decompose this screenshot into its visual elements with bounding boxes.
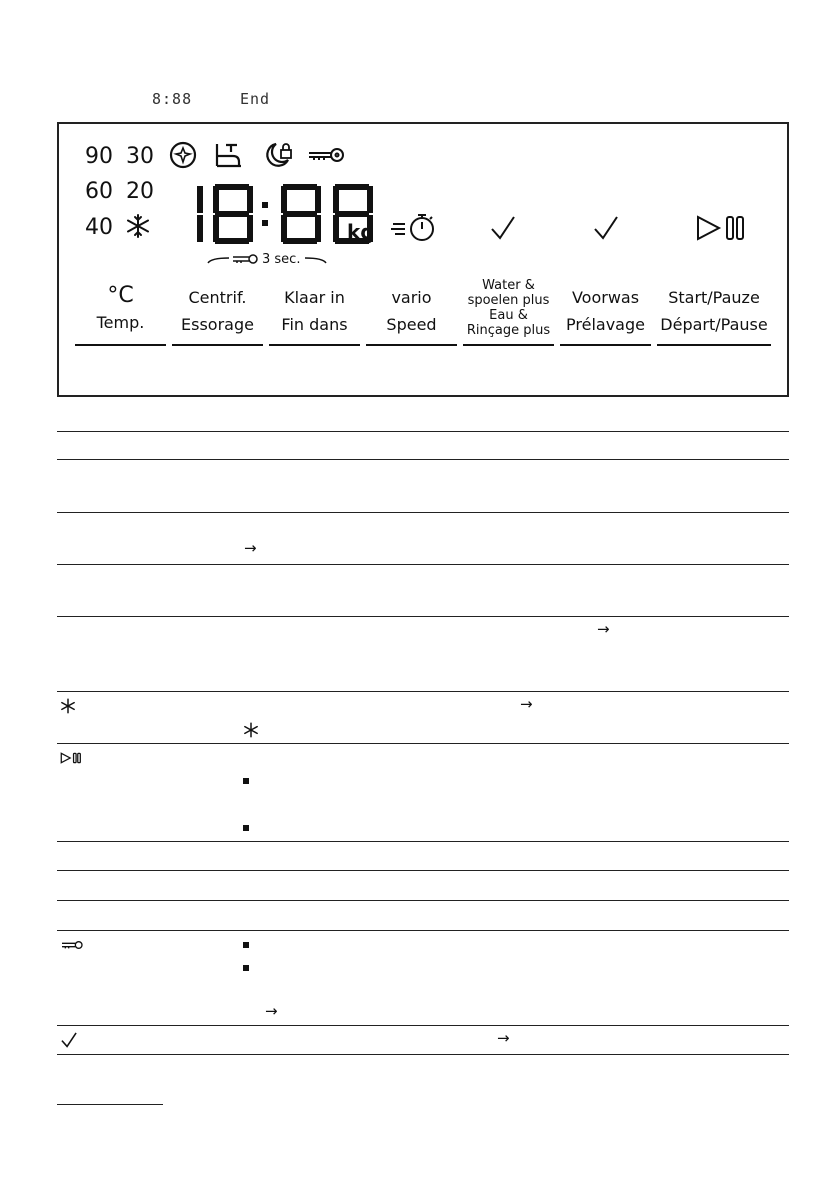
ready-in-label-fr: Fin dans [281, 315, 348, 334]
table-line [57, 431, 789, 432]
water-label-4: Rinçage plus [466, 323, 551, 338]
tap-icon [213, 140, 245, 170]
ready-in-label-nl: Klaar in [284, 288, 345, 307]
play-pause-icon [695, 214, 747, 242]
start-pause-label-fr: Départ/Pause [660, 315, 768, 334]
check-icon [60, 1031, 78, 1049]
bullet [243, 965, 249, 971]
water-label-1: Water & [482, 278, 535, 293]
ready-in-button[interactable] [269, 286, 360, 346]
snowflake-icon [60, 698, 76, 714]
vario-speed-underline [366, 344, 457, 346]
vario-speed-button[interactable] [366, 286, 457, 346]
arrow-text: → [244, 539, 257, 557]
bullet [243, 778, 249, 784]
arrow-text: → [497, 1029, 510, 1047]
spin-underline [172, 344, 263, 346]
table-line [57, 459, 789, 460]
display-time-indicator: 8:88 [152, 90, 193, 108]
start-pause-button[interactable] [657, 286, 771, 346]
temp-button[interactable] [75, 283, 166, 346]
temp-90: 90 [85, 144, 113, 169]
table-line [57, 870, 789, 871]
ready-in-underline [269, 344, 360, 346]
table-line [57, 841, 789, 842]
speed-label: Speed [386, 315, 437, 334]
temp-40: 40 [85, 215, 113, 240]
snowflake-icon [125, 213, 151, 239]
bracket-left-icon [207, 255, 231, 265]
temp-label: Temp. [96, 313, 145, 332]
table-line [57, 691, 789, 692]
key-icon [306, 146, 346, 164]
table-line [57, 616, 789, 617]
check-icon-prewash [592, 214, 620, 242]
temp-underline [75, 344, 166, 346]
prewash-button[interactable] [560, 286, 651, 346]
control-panel [57, 122, 789, 397]
temp-30: 30 [126, 144, 154, 169]
table-line [57, 1054, 789, 1055]
check-icon-water [489, 214, 517, 242]
bracket-right-icon [303, 255, 327, 265]
temp-60: 60 [85, 179, 113, 204]
start-pause-underline [657, 344, 771, 346]
key-icon [60, 940, 84, 950]
table-line [57, 930, 789, 931]
prewash-underline [560, 344, 651, 346]
bullet [243, 942, 249, 948]
water-underline [463, 344, 554, 346]
lock-hint-text: 3 sec. [262, 252, 301, 267]
prewash-label-nl: Voorwas [571, 288, 640, 307]
stain-icon [168, 140, 198, 170]
key-small-icon [231, 253, 259, 265]
footnote-separator [57, 1104, 163, 1105]
snowflake-icon [243, 722, 259, 738]
water-label-3: Eau & [489, 308, 528, 323]
prewash-label-fr: Prélavage [566, 315, 645, 334]
vario-label: vario [391, 288, 432, 307]
bullet [243, 825, 249, 831]
arrow-text: → [597, 620, 610, 638]
table-line [57, 564, 789, 565]
spin-button[interactable] [172, 286, 263, 346]
table-line [57, 743, 789, 744]
display-end-indicator: End [240, 90, 271, 108]
water-rinse-plus-button[interactable] [463, 278, 554, 346]
night-lock-icon [262, 140, 294, 170]
arrow-text: → [265, 1002, 278, 1020]
spin-label-fr: Essorage [181, 315, 254, 334]
water-label-2: spoelen plus [467, 293, 550, 308]
table-line [57, 1025, 789, 1026]
play-pause-icon [60, 752, 82, 764]
table-line [57, 512, 789, 513]
start-pause-label-nl: Start/Pauze [668, 288, 760, 307]
spin-label-nl: Centrif. [188, 288, 247, 307]
speed-timer-icon [389, 210, 439, 244]
unit-kg: kg [347, 220, 375, 244]
temp-symbol: °C [107, 283, 134, 308]
temp-20: 20 [126, 179, 154, 204]
arrow-text: → [520, 695, 533, 713]
table-line [57, 900, 789, 901]
